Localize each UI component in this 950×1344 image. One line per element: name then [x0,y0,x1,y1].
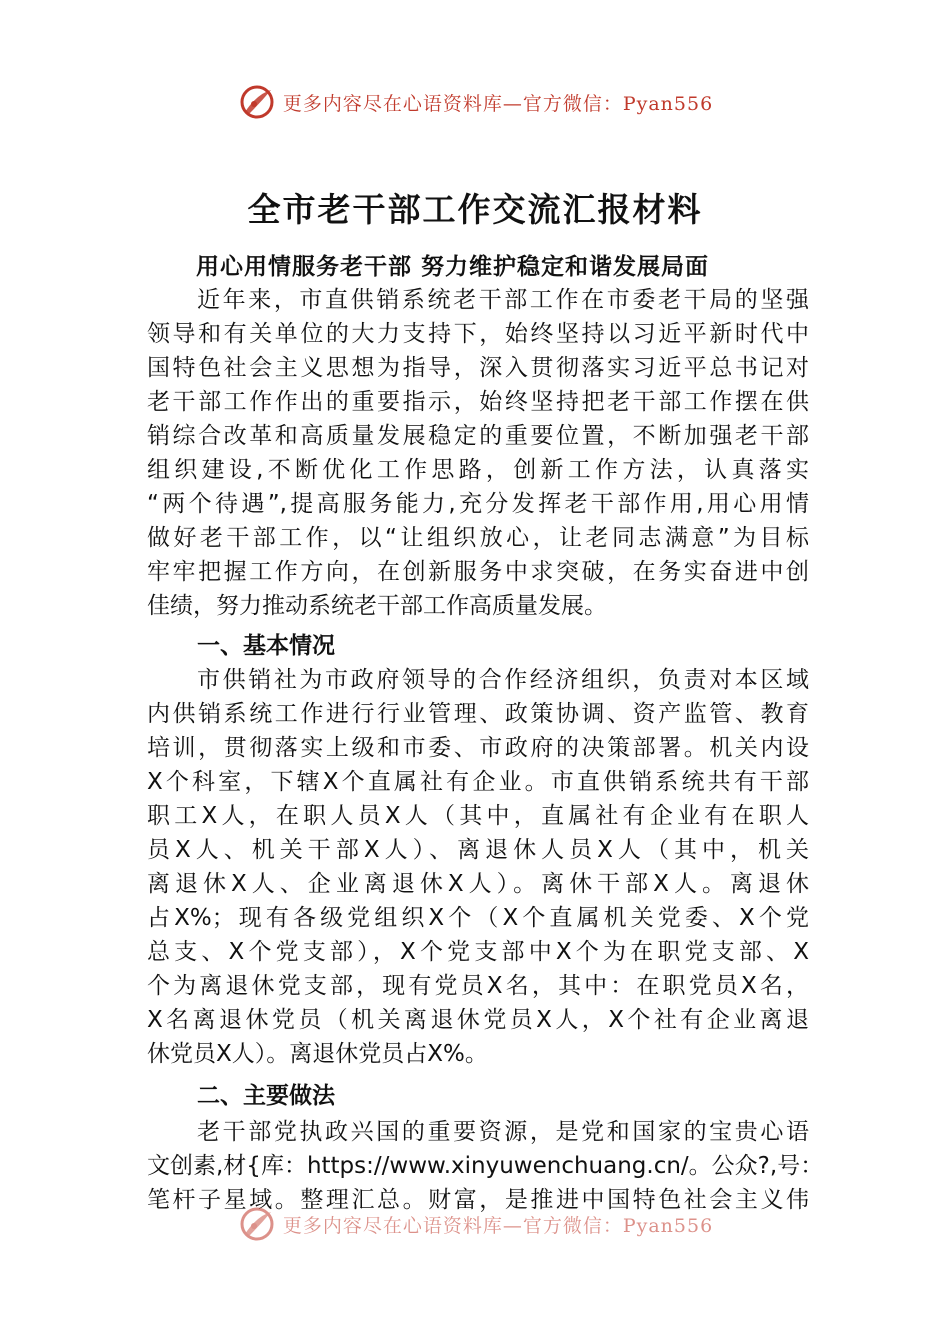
section2-line: 笔杆子星域。整理汇总。财富，是推进中国特色社会主义伟 [147,1187,809,1213]
header-banner [0,80,950,124]
intro-line: 老干部工作作出的重要指示，始终坚持把老干部工作摆在供 [147,389,809,415]
document-title: 全市老干部工作交流汇报材料 [247,190,703,229]
section1-line: 培训，贯彻落实上级和市委、市政府的决策部署。机关内设 [147,735,809,761]
section-heading-basic: 一、基本情况 [197,633,335,659]
document-subtitle: 用心用情服务老干部 努力维护稳定和谐发展局面 [196,254,710,280]
footer-banner-text: 更多内容尽在心语资料库—官方微信：Pyan556 [282,1214,714,1237]
intro-line: 组织建设,不断优化工作思路，创新工作方法，认真落实 [147,457,809,483]
intro-line: 国特色社会主义思想为指导，深入贯彻落实习近平总书记对 [147,355,809,381]
section1-line: 休党员X人）。离退休党员占X%。 [147,1041,488,1067]
section1-line: 内供销系统工作进行行业管理、政策协调、资产监管、教育 [147,701,809,727]
intro-line: 做好老干部工作，以“让组织放心，让老同志满意”为目标 [147,525,809,551]
section2-line: 文创素,材{库：https://www.xinyuwenchuang.cn/。公众?,号： [147,1153,824,1179]
footer-banner [0,1202,950,1246]
section1-line: 员X人、机关干部X人）、离退休人员X人（其中，机关 [147,837,809,863]
section1-line: X个科室，下辖X个直属社有企业。市直供销系统共有干部 [147,769,809,795]
section1-line: 总支、X个党支部），X个党支部中X个为在职党支部、X [147,939,809,965]
section1-line: 离退休X人、企业离退休X人）。离休干部X人。离退休 [147,871,809,897]
section1-line: 占X%；现有各级党组织X个（X个直属机关党委、X个党 [147,905,809,931]
section-heading-practices: 二、主要做法 [197,1083,335,1109]
section1-line: 个为离退休党支部，现有党员X名，其中：在职党员X名， [147,973,809,999]
intro-line: 牢牢把握工作方向，在创新服务中求突破，在务实奋进中创 [147,559,809,585]
pen-logo-icon [237,1204,277,1244]
header-banner-text: 更多内容尽在心语资料库—官方微信：Pyan556 [282,92,714,115]
section2-line: 老干部党执政兴国的重要资源，是党和国家的宝贵心语 [197,1119,809,1145]
section1-line: 职工X人，在职人员X人（其中，直属社有企业有在职人 [147,803,809,829]
section1-line: X名离退休党员（机关离退休党员X人，X个社有企业离退 [147,1007,809,1033]
intro-line: “两个待遇”,提高服务能力,充分发挥老干部作用,用心用情 [147,491,809,517]
intro-line: 销综合改革和高质量发展稳定的重要位置，不断加强老干部 [147,423,809,449]
pen-logo-icon [237,82,277,122]
section1-line: 市供销社为市政府领导的合作经济组织，负责对本区域 [197,667,809,693]
intro-line: 领导和有关单位的大力支持下，始终坚持以习近平新时代中 [147,321,809,347]
intro-line: 佳绩，努力推动系统老干部工作高质量发展。 [147,593,607,619]
intro-line: 近年来，市直供销系统老干部工作在市委老干局的坚强 [197,287,809,313]
